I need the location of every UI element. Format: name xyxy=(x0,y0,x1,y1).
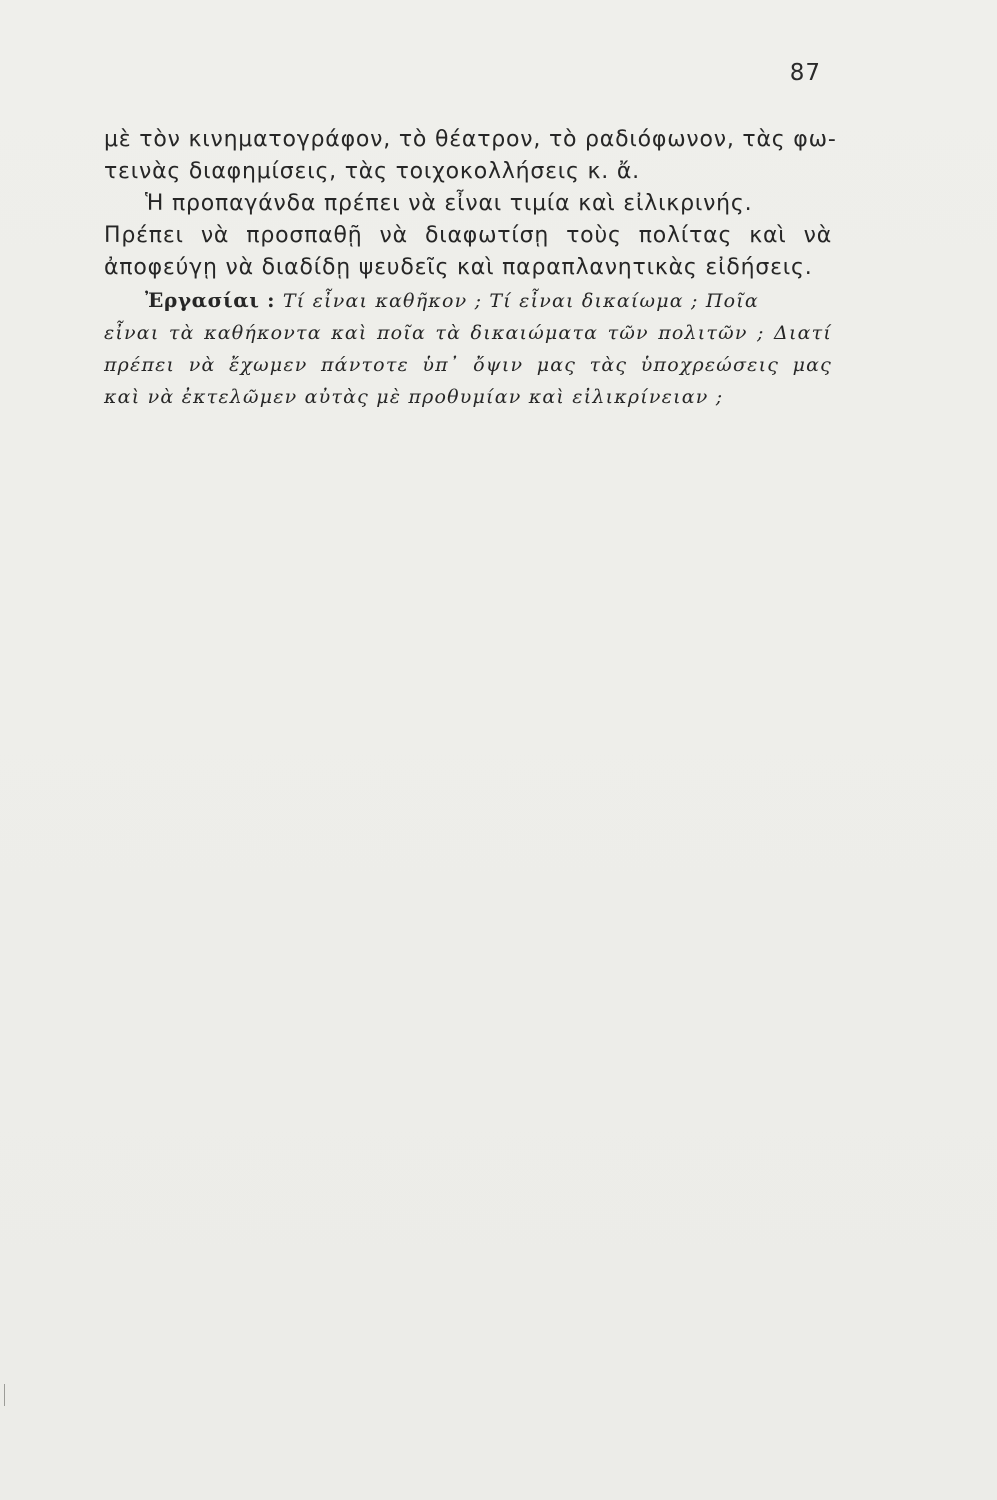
scan-margin-mark xyxy=(4,1384,5,1406)
exercise-line: καὶ νὰ ἐκτελῶμεν αὐτὰς μὲ προθυμίαν καὶ εἰλικρίνειαν ; xyxy=(104,386,724,408)
paragraph-line: τεινὰς διαφημίσεις, τὰς τοιχοκολλήσεις κ. ἄ. xyxy=(104,159,640,184)
exercises-label: Ἐργασίαι : xyxy=(145,288,276,312)
exercises-line xyxy=(104,284,832,317)
paragraph-line: ἀποφεύγῃ νὰ διαδίδῃ ψευδεῖς καὶ παραπλανητικὰς εἰδήσεις. xyxy=(104,255,813,280)
exercise-line: εἶναι τὰ καθήκοντα καὶ ποῖα τὰ δικαιώματα τῶν πολιτῶν ; Διατί xyxy=(104,322,832,344)
exercise-line: πρέπει νὰ ἔχωμεν πάντοτε ὑπ᾽ ὄψιν μας τὰς ὑποχρεώσεις μας xyxy=(104,354,832,376)
page-number: 87 xyxy=(789,60,821,86)
paragraph-line: Ἡ προπαγάνδα πρέπει νὰ εἶναι τιμία καὶ εἰλικρινής. xyxy=(145,191,753,216)
paragraph-line: Πρέπει νὰ προσπαθῇ νὰ διαφωτίσῃ τοὺς πολίτας καὶ νὰ xyxy=(104,223,832,248)
exercise-text: Τί εἶναι καθῆκον ; Τί εἶναι δικαίωμα ; Ποῖα xyxy=(282,290,759,312)
paragraph-line: μὲ τὸν κινηματογράφον, τὸ θέατρον, τὸ ραδιόφωνον, τὰς φω- xyxy=(104,127,837,152)
body-text xyxy=(104,124,837,413)
